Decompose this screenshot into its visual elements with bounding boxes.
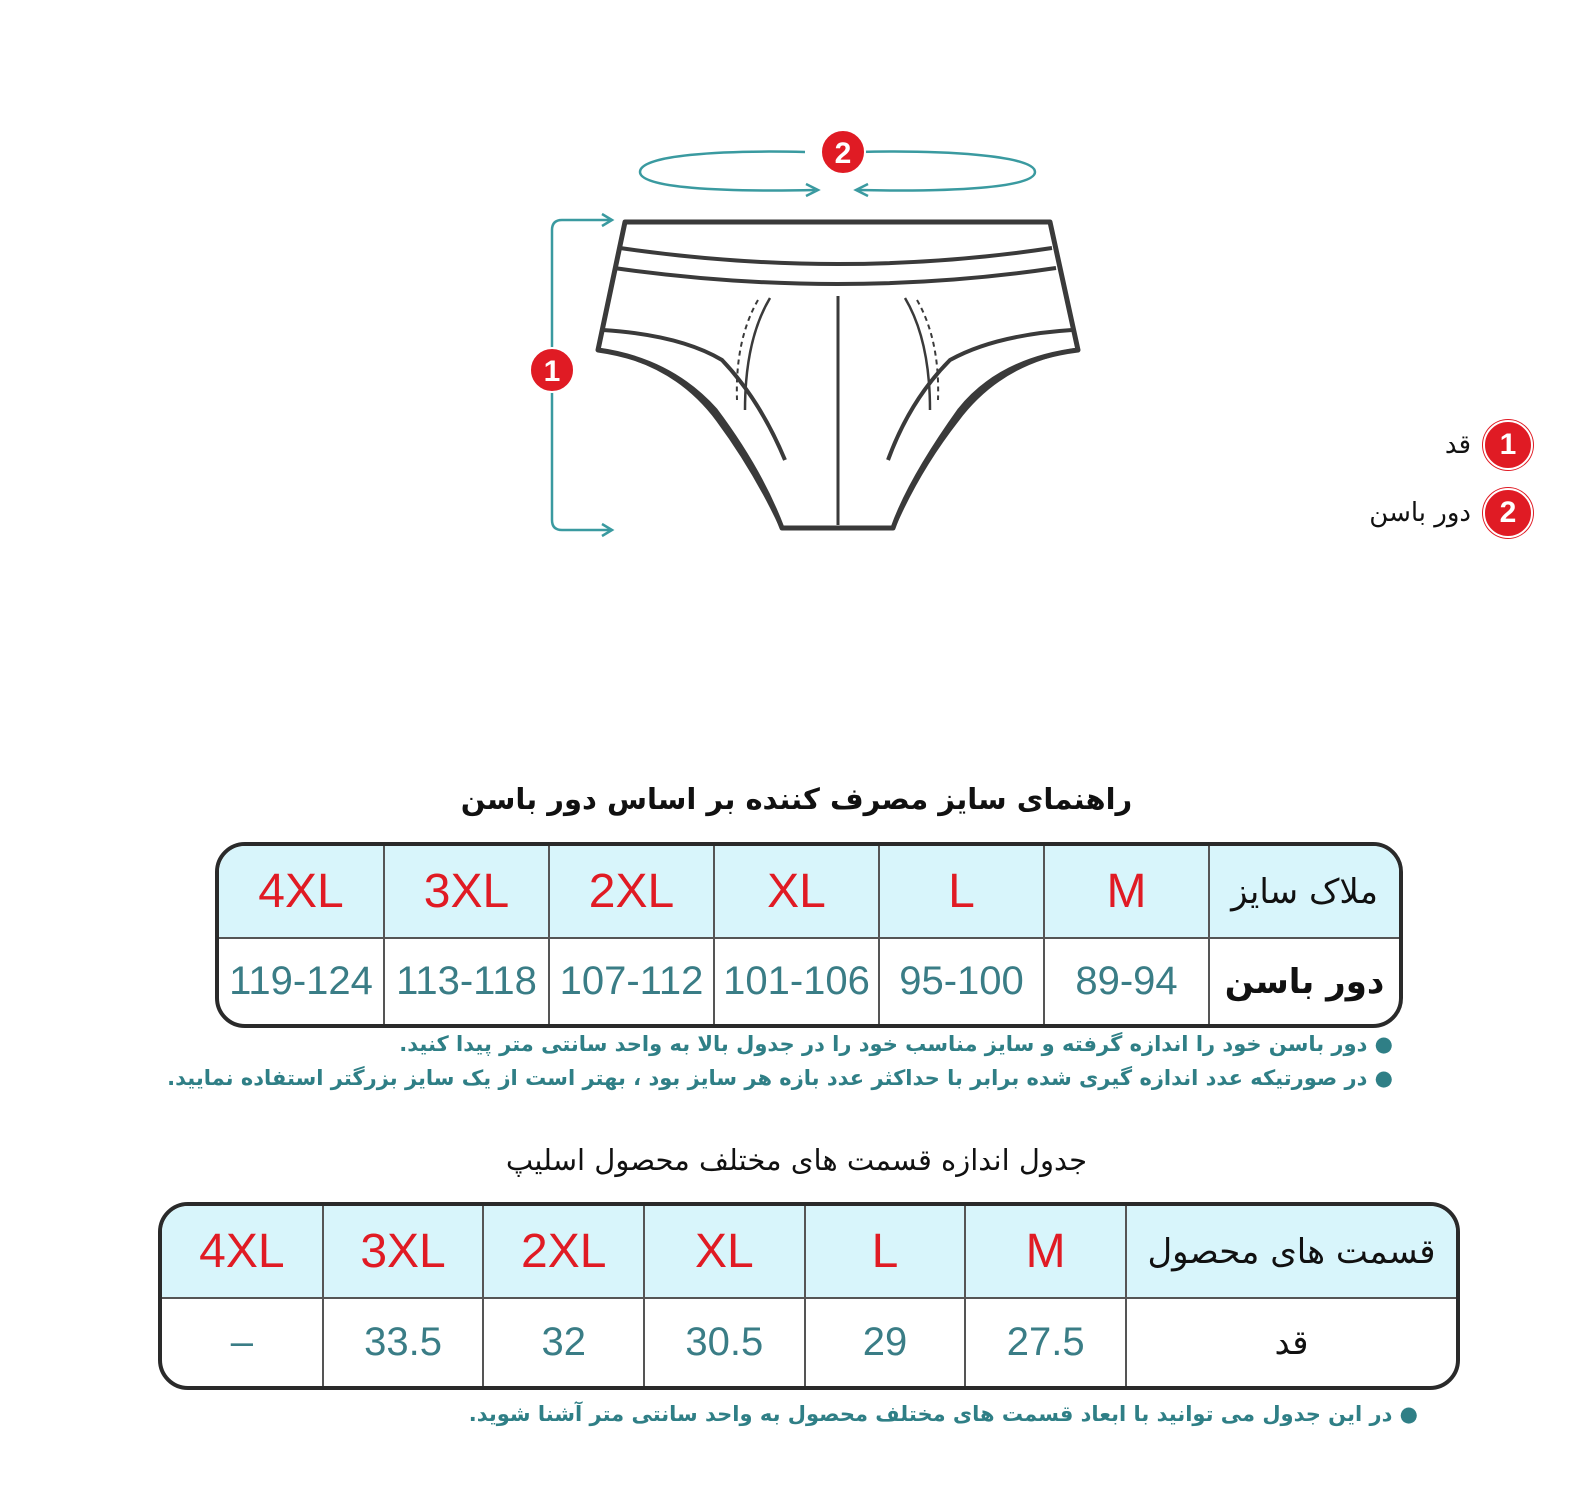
size-header-3xl: 3XL — [323, 1206, 484, 1298]
row-label-hip: دور باسن — [1209, 938, 1399, 1024]
svg-text:1: 1 — [543, 355, 561, 388]
guide1-note-1: ● دور باسن خود را اندازه گرفته و سایز مناسب خود را در جدول بالا به واحد سانتی متر پیدا کنید. — [399, 1032, 1393, 1056]
hip-value-4xl: 119-124 — [219, 938, 384, 1024]
size-header-3xl: 3XL — [384, 846, 549, 938]
product-size-table — [158, 1202, 1460, 1390]
marker-1 — [530, 348, 574, 392]
legend-number-badge: 2 — [1483, 488, 1533, 538]
legend-item-1 — [1369, 420, 1533, 470]
guide2-note-1: ● در این جدول می توانید با ابعاد قسمت های مختلف محصول به واحد سانتی متر آشنا شوید. — [469, 1402, 1418, 1426]
size-header-l: L — [879, 846, 1044, 938]
size-header-4xl: 4XL — [219, 846, 384, 938]
size-header-2xl: 2XL — [483, 1206, 644, 1298]
hip-value-m: 89-94 — [1044, 938, 1209, 1024]
briefs-outline — [598, 222, 1078, 528]
hip-value-xl: 101-106 — [714, 938, 879, 1024]
size-header-2xl: 2XL — [549, 846, 714, 938]
header-label: قسمت های محصول — [1126, 1206, 1456, 1298]
hip-value-l: 95-100 — [879, 938, 1044, 1024]
height-value-3xl: 33.5 — [323, 1298, 484, 1386]
hip-value-2xl: 107-112 — [549, 938, 714, 1024]
height-value-2xl: 32 — [483, 1298, 644, 1386]
svg-text:2: 2 — [834, 137, 852, 170]
briefs-illustration — [0, 0, 1593, 700]
size-guide-title: راهنمای سایز مصرف کننده بر اساس دور باسن — [460, 782, 1133, 816]
size-header-l: L — [805, 1206, 966, 1298]
guide1-note-2: ● در صورتیکه عدد اندازه گیری شده برابر با حداکثر عدد بازه هر سایز بود ، بهتر است از یک سایز بزرگتر استفاده نمایید. — [167, 1066, 1393, 1090]
size-header-xl: XL — [644, 1206, 805, 1298]
diagram-legend — [1369, 420, 1533, 556]
marker-2 — [821, 130, 865, 174]
size-header-4xl: 4XL — [162, 1206, 323, 1298]
height-value-xl: 30.5 — [644, 1298, 805, 1386]
size-header-m: M — [965, 1206, 1126, 1298]
size-header-xl: XL — [714, 846, 879, 938]
header-label: ملاک سایز — [1209, 846, 1399, 938]
size-guide-table — [215, 842, 1403, 1028]
height-value-4xl: – — [162, 1298, 323, 1386]
height-value-m: 27.5 — [965, 1298, 1126, 1386]
size-diagram — [0, 0, 1593, 700]
product-size-title: جدول اندازه قسمت های مختلف محصول اسلیپ — [505, 1143, 1088, 1177]
row-label-height: قد — [1126, 1298, 1456, 1386]
size-header-m: M — [1044, 846, 1209, 938]
legend-number-badge: 1 — [1483, 420, 1533, 470]
hip-value-3xl: 113-118 — [384, 938, 549, 1024]
legend-label: دور باسن — [1369, 498, 1471, 528]
legend-item-2 — [1369, 488, 1533, 538]
legend-label: قد — [1444, 430, 1471, 460]
height-value-l: 29 — [805, 1298, 966, 1386]
